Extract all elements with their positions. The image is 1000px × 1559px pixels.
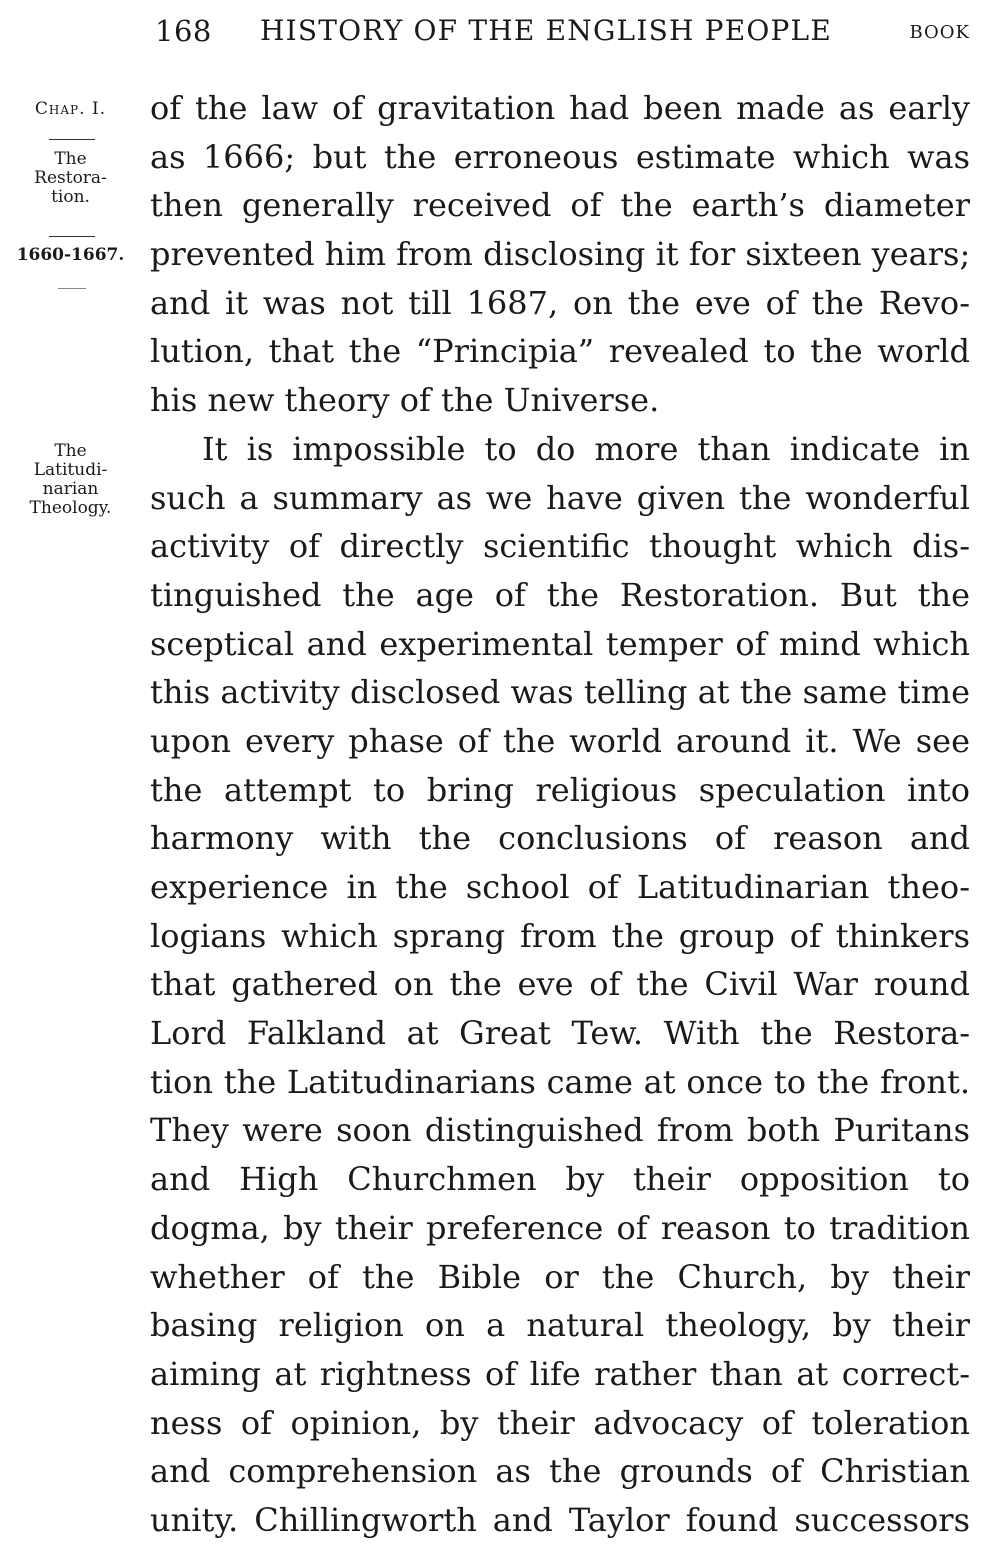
text-line: dogma, by their preference of reason to tradition bbox=[150, 1208, 970, 1247]
text-line: that gathered on the eve of the Civil War round bbox=[150, 965, 970, 1004]
sidenote-divider bbox=[49, 139, 95, 140]
text-line: unity. Chillingworth and Taylor found successors bbox=[150, 1500, 970, 1539]
sidenote-section-title bbox=[8, 150, 133, 207]
text-line: tion the Latitudinarians came at once to the front. bbox=[150, 1062, 970, 1101]
text-line: of the law of gravitation had been made as early bbox=[150, 89, 970, 127]
text-line: and comprehension as the grounds of Christian bbox=[150, 1452, 970, 1491]
text-line: basing religion on a natural theology, by their bbox=[150, 1306, 970, 1345]
sidenote-divider bbox=[49, 236, 95, 237]
sidenote-section-title-line: The bbox=[54, 149, 87, 169]
text-line: upon every phase of the world around it. We see bbox=[150, 721, 970, 760]
text-line: this activity disclosed was telling at the same time bbox=[150, 673, 970, 712]
text-line: activity of directly scientific thought which dis- bbox=[150, 527, 970, 566]
sidenote-section-title-line: tion. bbox=[51, 187, 90, 207]
sidenote-topic bbox=[8, 442, 133, 518]
text-line: as 1666; but the erroneous estimate which was bbox=[150, 137, 970, 176]
sidenote-topic-line: narian bbox=[42, 479, 99, 499]
text-line: It is impossible to do more than indicate in bbox=[202, 429, 970, 468]
sidenote-topic-line: Theology. bbox=[29, 498, 112, 518]
text-line: the attempt to bring religious speculation into bbox=[150, 770, 970, 809]
text-line: logians which sprang from the group of thinkers bbox=[150, 916, 970, 955]
text-line: harmony with the conclusions of reason and bbox=[150, 819, 970, 858]
sidenote-divider bbox=[58, 288, 86, 289]
text-line: aiming at rightness of life rather than at correct- bbox=[150, 1354, 970, 1393]
text-line: sceptical and experimental temper of mind which bbox=[150, 624, 970, 663]
text-line: whether of the Bible or the Church, by their bbox=[150, 1257, 970, 1296]
text-line: Lord Falkland at Great Tew. With the Restora- bbox=[150, 1014, 970, 1053]
text-line: They were soon distinguished from both Puritans bbox=[150, 1111, 970, 1150]
text-line: and it was not till 1687, on the eve of the Revo- bbox=[150, 283, 970, 322]
text-line: then generally received of the earth’s diameter bbox=[150, 186, 970, 225]
sidenote-topic-line: The bbox=[54, 441, 87, 461]
text-line: tinguished the age of the Restoration. But the bbox=[150, 575, 970, 614]
sidenote-chapter: Chap. I. bbox=[34, 99, 107, 119]
running-title: HISTORY OF THE ENGLISH PEOPLE bbox=[260, 14, 832, 47]
page-number: 168 bbox=[155, 14, 212, 48]
running-header bbox=[0, 14, 1000, 54]
body-text bbox=[150, 84, 970, 1545]
sidenote-years: 1660-1667. bbox=[16, 245, 125, 265]
text-line: and High Churchmen by their opposition to bbox=[150, 1160, 970, 1199]
sidenote-topic-line: Latitudi- bbox=[33, 460, 108, 480]
sidenote-section-title-line: Restora- bbox=[34, 168, 107, 188]
text-line: prevented him from disclosing it for sixteen years; bbox=[150, 235, 970, 274]
text-line: his new theory of the Universe. bbox=[150, 381, 660, 420]
text-line: lution, that the “Principia” revealed to the world bbox=[150, 332, 970, 371]
text-line: experience in the school of Latitudinarian theo- bbox=[150, 868, 970, 906]
book-label: BOOK bbox=[909, 22, 970, 43]
text-line: such a summary as we have given the wonderful bbox=[150, 478, 970, 517]
text-line: ness of opinion, by their advocacy of toleration bbox=[150, 1403, 970, 1442]
